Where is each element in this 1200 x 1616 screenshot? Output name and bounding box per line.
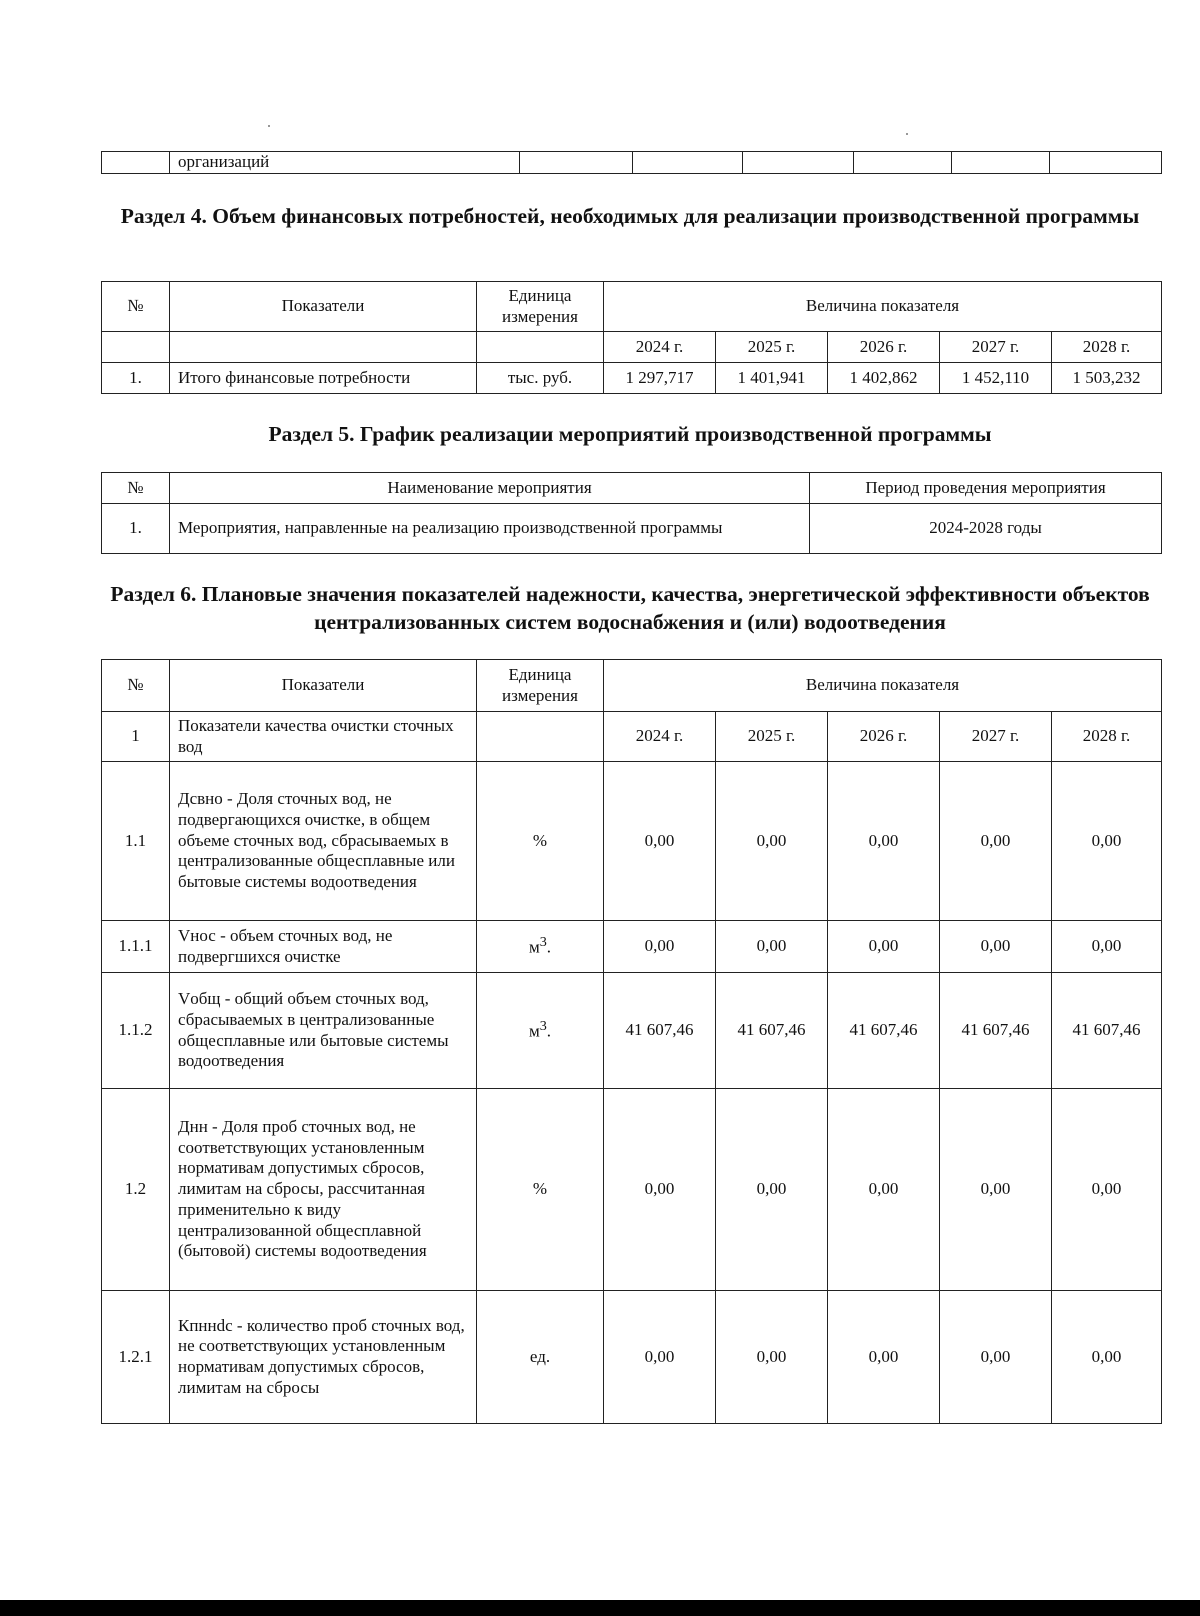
unit-suffix: . (546, 937, 552, 957)
group-indicator: Показатели качества очистки сточных вод (170, 712, 477, 762)
row-name: Мероприятия, направленные на реализацию производственной программы (170, 504, 810, 554)
value-cell: 41 607,46 (1052, 973, 1162, 1089)
section4-table (101, 281, 1162, 394)
value-cell: 0,00 (828, 1291, 940, 1424)
value-cell: 0,00 (828, 1089, 940, 1291)
value-cell: 1 402,862 (828, 363, 940, 394)
year-cell: 2024 г. (604, 712, 716, 762)
value-cell: 0,00 (940, 1089, 1052, 1291)
row-unit: тыс. руб. (477, 363, 604, 394)
unit-base: м (528, 937, 540, 957)
header-indicator: Показатели (170, 660, 477, 712)
value-cell: 1 452,110 (940, 363, 1052, 394)
table-row (102, 973, 1162, 1089)
row-period: 2024-2028 годы (810, 504, 1162, 554)
value-cell: 0,00 (828, 762, 940, 921)
group-row (102, 712, 1162, 762)
header-period: Период проведения мероприятия (810, 473, 1162, 504)
row-indicator: Итого финансовые потребности (170, 363, 477, 394)
unit-base: м (528, 1021, 540, 1041)
value-cell: 0,00 (1052, 1291, 1162, 1424)
table-row (102, 762, 1162, 921)
year-cell: 2028 г. (1052, 332, 1162, 363)
row-num: 1.1 (102, 762, 170, 921)
row-indicator: Vнос - объем сточных вод, не подвергшихся очистке (170, 921, 477, 973)
value-cell: 0,00 (604, 1291, 716, 1424)
value-cell: 0,00 (1052, 762, 1162, 921)
row-indicator: Vобщ - общий объем сточных вод, сбрасываемых в централизованные общесплавные или бытовые системы водоотведения (170, 973, 477, 1089)
value-cell: 0,00 (716, 921, 828, 973)
value-cell: 0,00 (604, 1089, 716, 1291)
section4-title: Раздел 4. Объем финансовых потребностей, необходимых для реализации производственной программы (120, 204, 1140, 228)
value-cell: 0,00 (604, 921, 716, 973)
header-num: № (102, 282, 170, 332)
section6-table (101, 659, 1162, 1424)
fragment-cell (1050, 152, 1162, 174)
fragment-cell (854, 152, 952, 174)
year-cell: 2026 г. (828, 332, 940, 363)
empty-cell (477, 332, 604, 363)
value-cell: 0,00 (1052, 1089, 1162, 1291)
group-num: 1 (102, 712, 170, 762)
year-cell: 2025 г. (716, 332, 828, 363)
value-cell: 0,00 (940, 1291, 1052, 1424)
value-cell: 0,00 (940, 762, 1052, 921)
value-cell: 1 503,232 (1052, 363, 1162, 394)
fragment-cell (743, 152, 854, 174)
value-cell: 0,00 (940, 921, 1052, 973)
header-unit: Единица измерения (477, 660, 604, 712)
value-cell: 0,00 (828, 921, 940, 973)
row-num: 1.2.1 (102, 1291, 170, 1424)
row-unit: ед. (477, 1291, 604, 1424)
value-cell: 0,00 (1052, 921, 1162, 973)
row-unit: % (477, 1089, 604, 1291)
section5-title: Раздел 5. График реализации мероприятий производственной программы (268, 422, 992, 446)
header-value: Величина показателя (604, 282, 1162, 332)
section5-table (101, 472, 1162, 554)
scan-speck (268, 125, 270, 127)
empty-cell (102, 332, 170, 363)
row-num: 1. (102, 504, 170, 554)
section6-title: Раздел 6. Плановые значения показателей надежности, качества, энергетической эффективности объектов централизованных систем водоснабжения и (или) водоотведения (110, 582, 1150, 634)
empty-cell (477, 712, 604, 762)
value-cell: 1 297,717 (604, 363, 716, 394)
year-cell: 2025 г. (716, 712, 828, 762)
fragment-text: организаций (170, 152, 520, 174)
value-cell: 0,00 (716, 1291, 828, 1424)
value-cell: 0,00 (716, 1089, 828, 1291)
header-num: № (102, 473, 170, 504)
year-cell: 2026 г. (828, 712, 940, 762)
row-num: 1.2 (102, 1089, 170, 1291)
year-cell: 2028 г. (1052, 712, 1162, 762)
table-row (102, 1291, 1162, 1424)
row-indicator: Дсвно - Доля сточных вод, не подвергающихся очистке, в общем объеме сточных вод, сбрасываемых в централизованные общесплавные или бытовые системы водоотведения (170, 762, 477, 921)
empty-cell (170, 332, 477, 363)
header-num: № (102, 660, 170, 712)
row-indicator: Днн - Доля проб сточных вод, не соответствующих установленным нормативам допустимых сбросов, лимитам на сбросы, рассчитанная применительно к виду централизованной общесплавной (бытовой) системы водоотведения (170, 1089, 477, 1291)
scan-speck (906, 133, 908, 135)
row-num: 1. (102, 363, 170, 394)
header-value: Величина показателя (604, 660, 1162, 712)
fragment-table (101, 151, 1162, 174)
table-row (102, 921, 1162, 973)
year-cell: 2027 г. (940, 332, 1052, 363)
row-indicator: Кпннdс - количество проб сточных вод, не соответствующих установленным нормативам допустимых сбросов, лимитам на сбросы (170, 1291, 477, 1424)
row-num: 1.1.2 (102, 973, 170, 1089)
table-row (102, 363, 1162, 394)
value-cell: 41 607,46 (828, 973, 940, 1089)
value-cell: 41 607,46 (940, 973, 1052, 1089)
unit-sup: 3 (539, 934, 547, 951)
table-row (102, 504, 1162, 554)
table-row (102, 1089, 1162, 1291)
scan-edge-bar (0, 1600, 1200, 1616)
header-unit: Единица измерения (477, 282, 604, 332)
fragment-cell (633, 152, 743, 174)
unit-sup: 3 (539, 1018, 547, 1035)
value-cell: 0,00 (716, 762, 828, 921)
year-cell: 2027 г. (940, 712, 1052, 762)
row-unit (477, 921, 604, 973)
fragment-cell (102, 152, 170, 174)
unit-suffix: . (546, 1021, 552, 1041)
header-name: Наименование мероприятия (170, 473, 810, 504)
header-indicator: Показатели (170, 282, 477, 332)
fragment-cell (952, 152, 1050, 174)
value-cell: 41 607,46 (604, 973, 716, 1089)
fragment-cell (520, 152, 633, 174)
value-cell: 41 607,46 (716, 973, 828, 1089)
row-unit (477, 973, 604, 1089)
value-cell: 1 401,941 (716, 363, 828, 394)
row-num: 1.1.1 (102, 921, 170, 973)
row-unit: % (477, 762, 604, 921)
value-cell: 0,00 (604, 762, 716, 921)
year-cell: 2024 г. (604, 332, 716, 363)
